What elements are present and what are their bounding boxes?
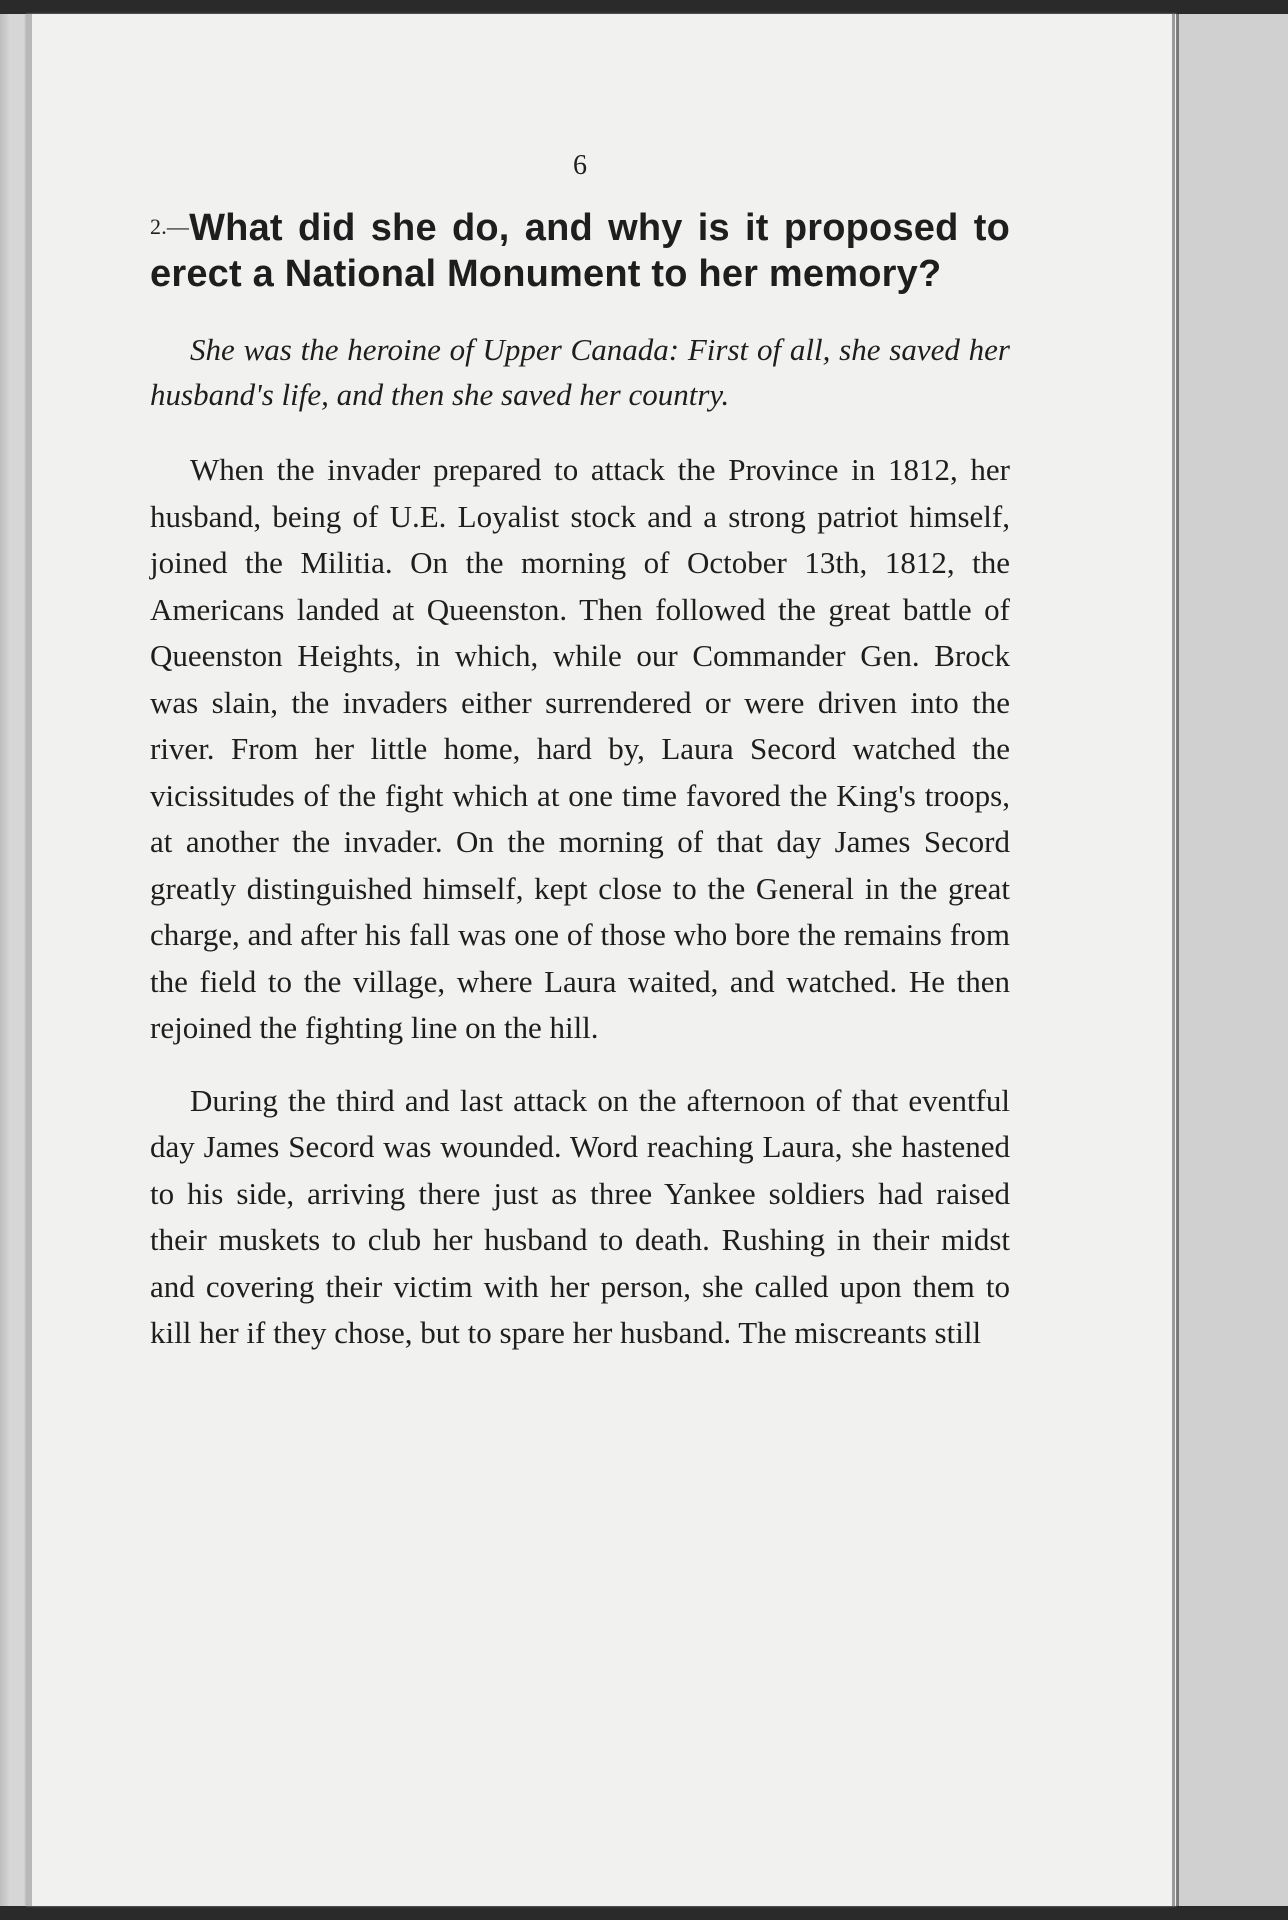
body-paragraph-1: When the invader prepared to attack the Province in 1812, her husband, being of U.E. Loyalist stock and a strong patriot himself, joined the Militia. On the morning of October 13th, 1812, the Americans landed at Queenston. Then followed the great battle of Queenston Heights, in which, while our Commander Gen. Brock was slain, the invaders either surrendered or were driven into the river. From her little home, hard by, Laura Secord watched the vicissitudes of the fight which at one time favored the King's troops, at another the invader. On the morning of that day James Secord greatly distinguished himself, kept close to the General in the great charge, and after his fall was one of those who bore the remains from the field to the village, where Laura waited, and watched. He then rejoined the fighting line on the hill.: [150, 452, 1010, 1045]
page-fold-line: [1172, 14, 1175, 1906]
italic-answer-summary: She was the heroine of Upper Canada: First of all, she saved her husband's life, and then she saved her country.: [150, 332, 1010, 412]
scan-top-edge: [0, 0, 1288, 14]
page-content: [150, 150, 1010, 1383]
question-text: What did she do, and why is it proposed to erect a National Monument to her memory?: [150, 207, 1010, 295]
body-paragraph-2: During the third and last attack on the afternoon of that eventful day James Secord was wounded. Word reaching Laura, she hastened to his side, arriving there just as three Yankee soldiers had raised their muskets to club her husband to death. Rushing in their midst and covering their victim with her person, she called upon them to kill her if they chose, but to spare her husband. The miscreants still: [150, 1082, 1010, 1350]
scan-bottom-edge: [0, 1906, 1288, 1920]
page-number: 6: [573, 150, 587, 181]
question-heading: [150, 204, 1010, 297]
adjacent-page-edge: [1176, 14, 1288, 1906]
question-number: 2.—: [150, 214, 190, 239]
